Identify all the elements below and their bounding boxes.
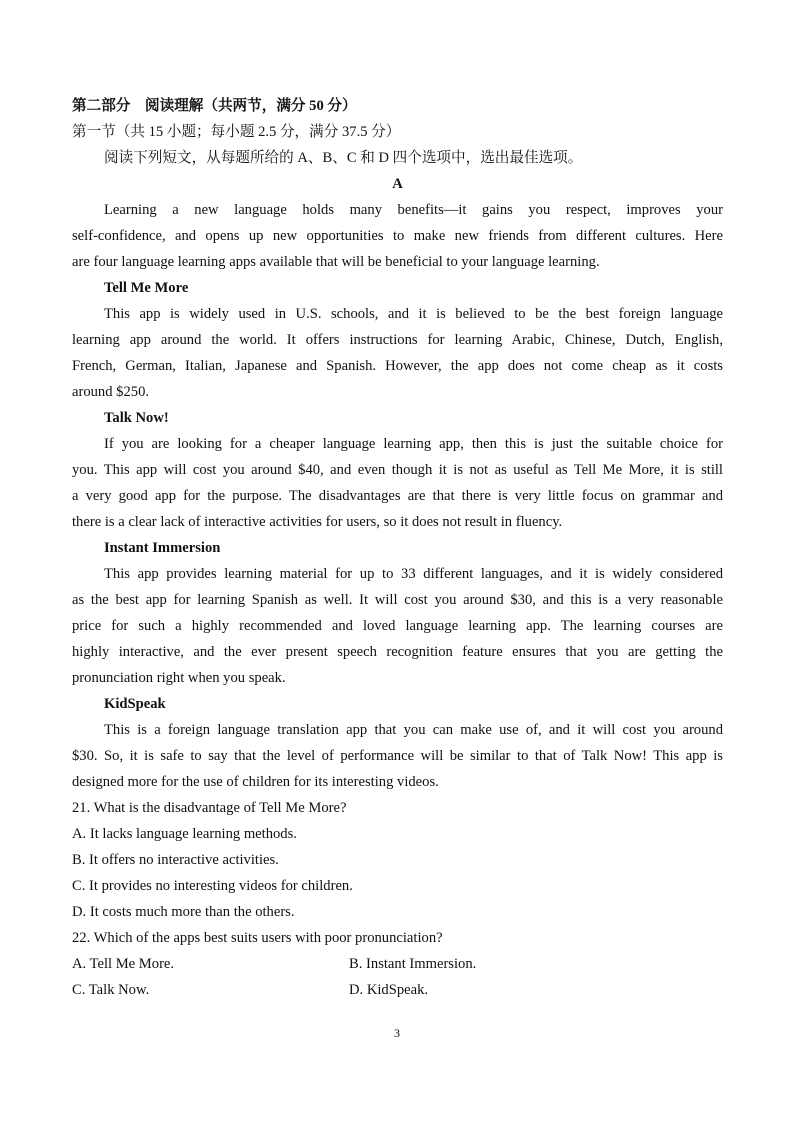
app-line: pronunciation right when you speak.	[72, 670, 286, 686]
question-21-option-a: A. It lacks language learning methods.	[72, 826, 297, 842]
app-line: learning app around the world. It offers instructions for learning Arabic, Chinese, Dutch, English,	[72, 332, 723, 348]
app-line: designed more for the use of children for its interesting videos.	[72, 774, 439, 790]
part-title: 第二部分 阅读理解（共两节，满分 50 分）	[72, 98, 357, 114]
instruction: 阅读下列短文，从每题所给的 A、B、C 和 D 四个选项中，选出最佳选项。	[104, 150, 583, 166]
question-22-option-c: C. Talk Now.	[72, 982, 150, 998]
app-heading-tell-me-more: Tell Me More	[104, 280, 189, 296]
passage-letter: A	[392, 176, 403, 192]
app-line: If you are looking for a cheaper language learning app, then this is just the suitable choice for	[104, 436, 723, 452]
question-21-option-d: D. It costs much more than the others.	[72, 904, 295, 920]
intro-line: are four language learning apps available that will be beneficial to your language learning.	[72, 254, 600, 270]
question-22-options-row	[72, 951, 723, 977]
question-22-options-row	[72, 977, 723, 1003]
intro-line: Learning a new language holds many benefits—it gains you respect, improves your	[104, 202, 723, 218]
question-21-option-b: B. It offers no interactive activities.	[72, 852, 279, 868]
app-heading-talk-now: Talk Now!	[104, 410, 169, 426]
app-line: as the best app for learning Spanish as well. It will cost you around $30, and this is a very reasonable	[72, 592, 723, 608]
question-22-option-d: D. KidSpeak.	[349, 982, 429, 998]
app-line: around $250.	[72, 384, 150, 400]
exam-page	[72, 93, 723, 1003]
app-line: highly interactive, and the ever present speech recognition feature ensures that you are getting the	[72, 644, 723, 660]
app-line: This app is widely used in U.S. schools, and it is believed to be the best foreign language	[104, 306, 723, 322]
question-21-stem: 21. What is the disadvantage of Tell Me More?	[72, 800, 347, 816]
app-line: price for such a highly recommended and loved language learning app. The learning courses are	[72, 618, 723, 634]
question-21-option-c: C. It provides no interesting videos for children.	[72, 878, 353, 894]
section-title: 第一节（共 15 小题；每小题 2.5 分，满分 37.5 分）	[72, 124, 401, 140]
app-heading-kidspeak: KidSpeak	[104, 696, 166, 712]
app-line: $30. So, it is safe to say that the level of performance will be similar to that of Talk Now! This app is	[72, 748, 723, 764]
app-line: This app provides learning material for up to 33 different languages, and it is widely considered	[104, 566, 723, 582]
page-number: 3	[394, 1026, 400, 1040]
intro-line: self-confidence, and opens up new opportunities to make new friends from different cultures. Here	[72, 228, 723, 244]
app-line: This is a foreign language translation app that you can make use of, and it will cost you around	[104, 722, 723, 738]
question-22-option-b: B. Instant Immersion.	[349, 956, 477, 972]
question-22-option-a: A. Tell Me More.	[72, 956, 175, 972]
question-22-stem: 22. Which of the apps best suits users with poor pronunciation?	[72, 930, 443, 946]
app-line: there is a clear lack of interactive activities for users, so it does not result in fluency.	[72, 514, 563, 530]
app-heading-instant-immersion: Instant Immersion	[104, 540, 221, 556]
app-line: you. This app will cost you around $40, and even though it is not as useful as Tell Me More, it is still	[72, 462, 723, 478]
app-line: French, German, Italian, Japanese and Spanish. However, the app does not come cheap as it costs	[72, 358, 723, 374]
app-line: a very good app for the purpose. The disadvantages are that there is very little focus on grammar and	[72, 488, 723, 504]
